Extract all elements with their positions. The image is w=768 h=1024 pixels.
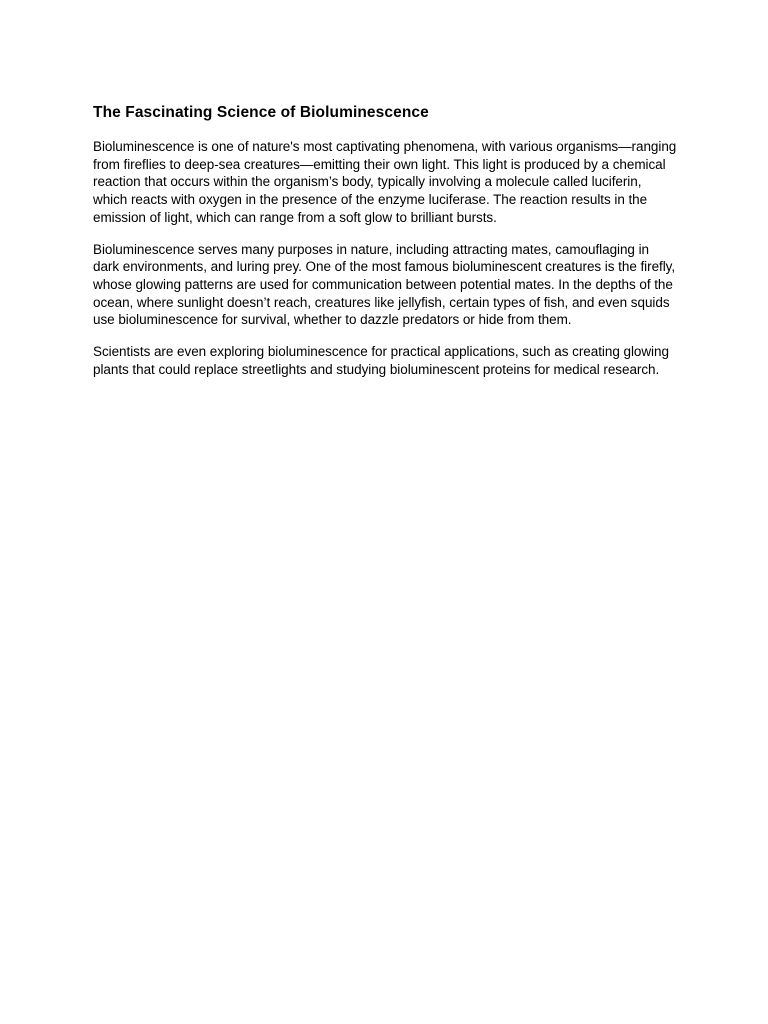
document-page — [93, 102, 678, 392]
paragraph-intro: Bioluminescence is one of nature's most captivating phenomena, with various organisms—ranging from fireflies to deep-sea creatures—emitting their own light. This light is produced by a chemical reaction that occurs within the organism’s body, typically involving a molecule called luciferin, which reacts with oxygen in the presence of the enzyme luciferase. The reaction results in the emission of light, which can range from a soft glow to brilliant bursts. — [93, 139, 677, 225]
paragraph-applications: Scientists are even exploring bioluminescence for practical applications, such as creating glowing plants that could replace streetlights and studying bioluminescent proteins for medical research. — [93, 344, 669, 377]
paragraph-purposes: Bioluminescence serves many purposes in nature, including attracting mates, camouflaging in dark environments, and luring prey. One of the most famous bioluminescent creatures is the firefly, whose glowing patterns are used for communication between potential mates. In the depths of the ocean, where sunlight doesn’t reach, creatures like jellyfish, certain types of fish, and even squids use bioluminescence for survival, whether to dazzle predators or hide from them. — [93, 241, 676, 328]
document-title: The Fascinating Science of Bioluminescence — [93, 104, 429, 121]
